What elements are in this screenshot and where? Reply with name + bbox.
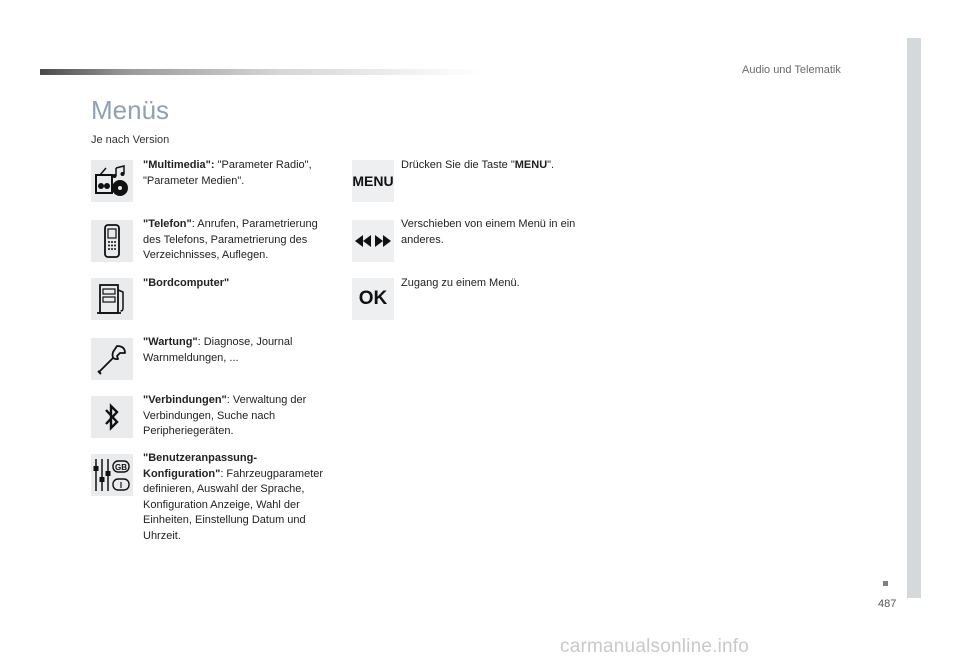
watermark: carmanualsonline.info xyxy=(560,636,750,657)
menu-entry-description: : Verwaltung der Verbindungen, Suche nach Peripheriegeräten. xyxy=(143,394,307,437)
menu-entry-label: "Wartung" xyxy=(143,336,198,348)
intro-text: Je nach Version xyxy=(91,134,170,146)
multimedia-icon xyxy=(91,160,133,202)
menu-entry-label: "Verbindungen" xyxy=(143,394,227,406)
key-text-before: Drücken Sie die Taste " xyxy=(401,159,515,171)
header-rule xyxy=(40,69,480,75)
menu-key xyxy=(352,160,394,202)
page-number: 487 xyxy=(878,598,897,610)
settings-language-icon xyxy=(91,454,133,496)
menu-entry-description: : Anrufen, Parametrierung des Telefons, Parametrierung des Verzeichnisses, Auflegen. xyxy=(143,218,318,261)
menu-key-label: MENU xyxy=(352,173,394,189)
menu-entry-wartung xyxy=(143,335,338,366)
menu-entry-label: "Benutzeranpassung-Konfiguration" xyxy=(143,452,258,480)
key-text-after: ". xyxy=(547,159,555,171)
ok-key-label: OK xyxy=(358,288,388,309)
trip-computer-icon xyxy=(91,278,133,320)
ok-key-description: Zugang zu einem Menü. xyxy=(401,277,520,289)
section-title: Audio und Telematik xyxy=(742,64,841,76)
arrow-keys-description: Verschieben von einem Menü in ein anderes. xyxy=(401,218,576,246)
telephone-icon xyxy=(91,220,133,262)
svg-text:GB: GB xyxy=(115,463,127,472)
page-title: Menüs xyxy=(91,95,170,125)
menu-entry-label: "Telefon" xyxy=(143,218,192,230)
page-marker xyxy=(883,581,888,586)
wrench-icon xyxy=(91,338,133,380)
svg-text:I: I xyxy=(119,481,123,490)
menu-entry-description: : Diagnose, Journal Warnmeldungen, ... xyxy=(143,336,293,364)
menu-entry-telefon xyxy=(143,217,338,264)
menu-entry-verbindungen xyxy=(143,393,338,440)
menu-entry-description: "Parameter Radio", "Parameter Medien". xyxy=(143,159,312,187)
menu-key-description xyxy=(401,158,591,174)
key-text-bold: MENU xyxy=(514,159,548,171)
menu-entry-multimedia xyxy=(143,158,338,189)
ok-key xyxy=(352,278,394,320)
menu-entry-label: "Bordcomputer" xyxy=(143,277,230,289)
bluetooth-icon xyxy=(91,396,133,438)
menu-entry-benutzeranpassung xyxy=(143,451,333,544)
page-edge-strip xyxy=(907,38,921,598)
menu-entry-bordcomputer xyxy=(143,276,338,292)
menu-entry-label: "Multimedia": xyxy=(143,159,215,171)
menu-entry-description: : Fahrzeugparameter definieren, Auswahl der Sprache, Konfiguration Anzeige, Wahl der Einheiten, Einstellung Datum und Uhrzeit. xyxy=(143,467,324,542)
arrow-keys-icon xyxy=(352,220,394,262)
